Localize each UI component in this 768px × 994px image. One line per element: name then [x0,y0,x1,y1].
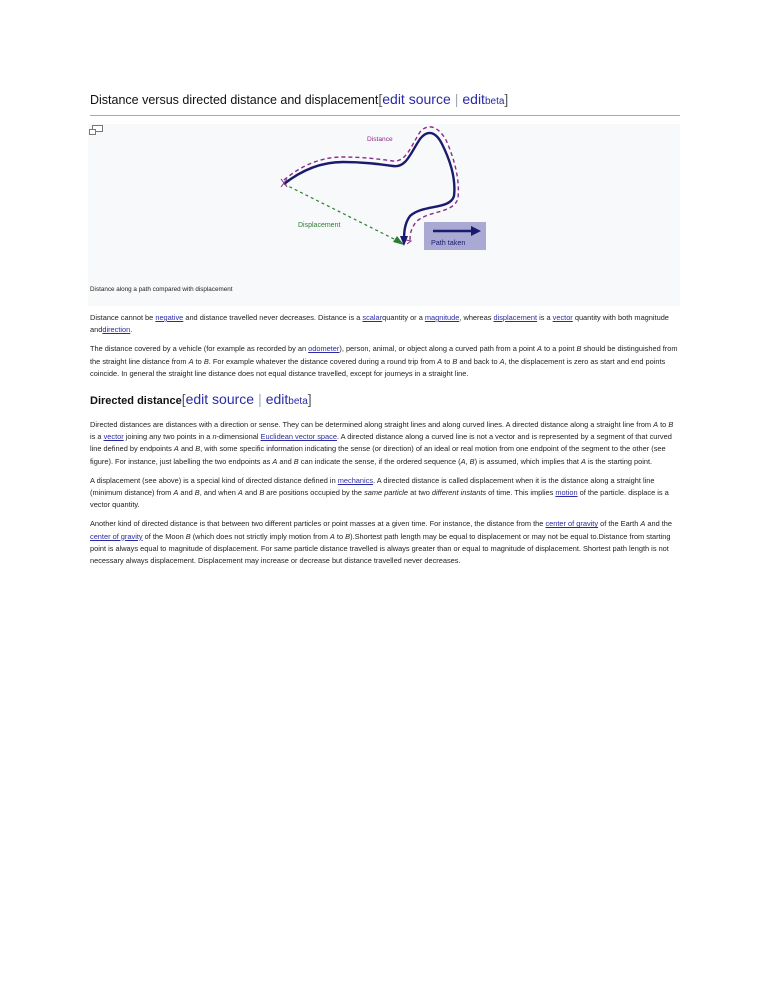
link-mechanics[interactable]: mechanics [337,475,374,485]
article-content [90,88,680,574]
displacement-line [284,184,404,244]
subsection-edit-source-link[interactable]: edit source [185,391,255,408]
paragraph-5: Another kind of directed distance is that between two different particles or point masses at a given time. For instance, the distance from the center of gravity of the Earth A and the center of gravity of the Moon B (which does not strictly imply motion from A to B).Shortest path length may be equal to displacement or may not be equal to.Distance from starting point is always equal to magnitude of displacement. For same particle distance travelled is always greater than or equal to magnitude of displacement. Shortest path length is not necessary always displacement. Displacement may increase or decrease but distance travelled never decreases. [90,519,673,566]
displacement-label: Displacement [298,222,341,229]
link-vector[interactable]: vector [552,313,573,322]
link-direction[interactable]: direction [102,325,131,335]
paragraph-2: The distance covered by a vehicle (for example as recorded by an odometer), person, animal, or object along a curved path from a point A to a point B should be distinguished from the straight line distance from A to B. For example whatever the distance covered during a round trip from A to B and back to A, the displacement is zero as start and end points coincide. In general the straight line distance does not equal distance travelled, except for journeys in a straight line. [90,344,678,378]
path-taken-label: Path taken [431,238,466,247]
enlarge-icon[interactable] [88,124,104,136]
paragraph-4: A displacement (see above) is a special kind of directed distance defined in mechanics. A directed distance is called displacement when it is the distance along a straight line (minimum distance) from A and B, and when A and B are positions occupied by the same particle at two different instants of time. This implies motion of the particle. displace is a vector quantity. [90,475,669,510]
link-displacement[interactable]: displacement [493,313,538,322]
link-negative[interactable]: negative [155,313,184,322]
link-odometer[interactable]: odometer [308,344,340,354]
distance-label: Distance [367,136,393,143]
link-magnitude[interactable]: magnitude [424,313,460,322]
subsection-edit-link[interactable]: editbeta [265,391,308,408]
paragraph-3: Directed distances are distances with a direction or sense. They can be determined along straight lines and along curved lines. A directed distance along a straight line from A to B is a vector joining any two points in a n-dimensional Euclidean vector space. A directed distance along a curved line is not a vector and is represented by a segment of that curved line defined by endpoints A and B, with some specific information indicating the sense (or direction) of an ideal or real motion from one endpoint of the segment to the other (see figure). For instance, just labelling the two endpoints as A and B can indicate the sense, if the ordered sequence (A, B) is assumed, which implies that A is the starting point. [90,420,674,466]
figure-caption: Distance along a path compared with displacement [90,286,233,293]
link-center-of-gravity-1[interactable]: center of gravity [545,519,599,529]
link-scalar[interactable]: scalar [362,313,383,322]
subsection-title: Directed distance [90,395,182,408]
link-euclidean-vector-space[interactable]: Euclidean vector space [260,432,337,442]
section-edit-links: [edit source | editbeta] [378,91,509,107]
edit-link[interactable]: editbeta [462,91,505,107]
path-end-arrowhead [400,236,408,246]
section-title: Distance versus directed distance and displacement [90,93,379,107]
beta-label: beta [484,96,505,107]
paragraph-1: Distance cannot be negative and distance travelled never decreases. Distance is a scalarquantity or a magnitude, whereas displacement is a vector quantity with both magnitude anddirection. [90,313,669,335]
figure-diagram [88,124,680,306]
link-motion[interactable]: motion [555,488,578,498]
edit-source-link[interactable]: edit source [382,91,451,107]
section-heading [90,88,680,116]
subsection-edit-links: [edit source | editbeta] [181,391,312,408]
link-center-of-gravity-2[interactable]: center of gravity [90,531,143,541]
link-vector-2[interactable]: vector [103,432,124,442]
subsection-heading [90,390,680,411]
distance-displacement-figure [88,124,680,306]
distance-end-arrowhead [406,240,411,244]
